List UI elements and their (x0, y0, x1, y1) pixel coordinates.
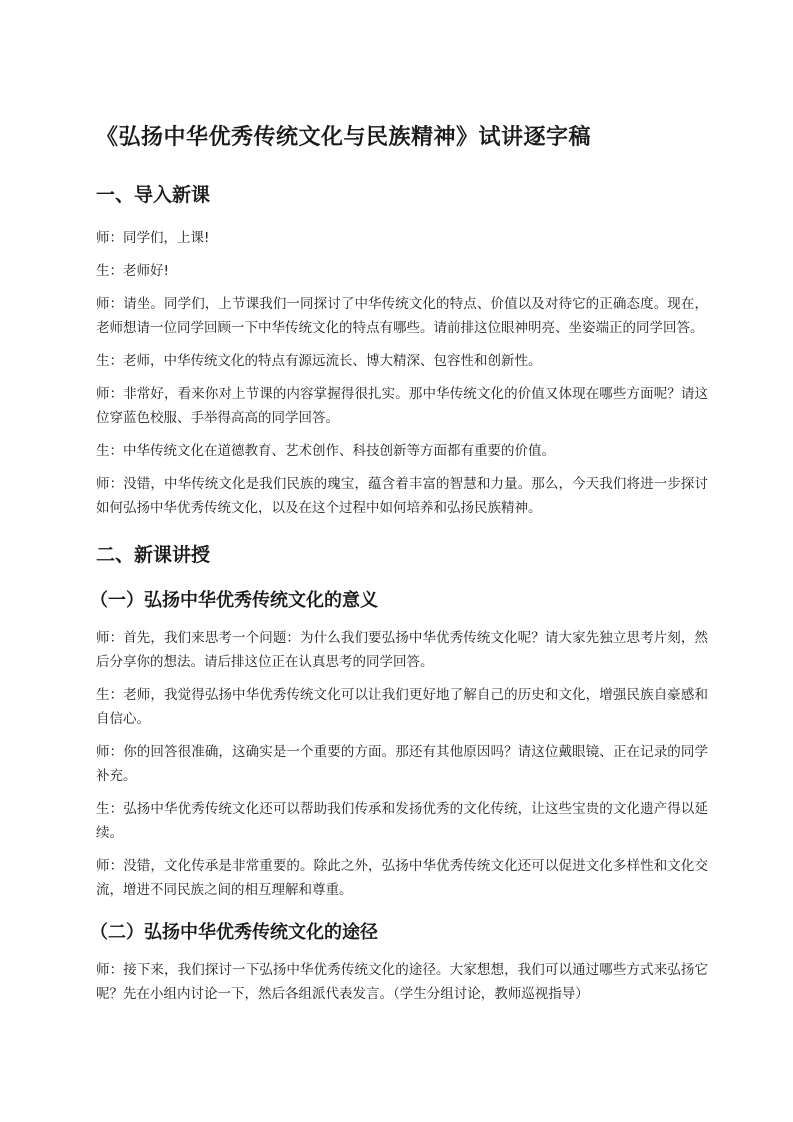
section-heading-intro: 一、导入新课 (96, 184, 211, 206)
document-title: 《弘扬中华优秀传统文化与民族精神》试讲逐字稿 (96, 125, 592, 150)
subsection-approaches-body (96, 958, 708, 1006)
paragraph: 生：老师，我觉得弘扬中华优秀传统文化可以让我们更好地了解自己的历史和文化，增强民族自豪感和自信心。 (96, 687, 708, 727)
paragraph: 生：老师，中华传统文化的特点有源远流长、博大精深、包容性和创新性。 (96, 353, 542, 369)
paragraph: 师：非常好，看来你对上节课的内容掌握得很扎实。那中华传统文化的价值又体现在哪些方面呢？请这位穿蓝色校服、手举得高高的同学回答。 (96, 386, 708, 426)
subsection-significance-body (96, 626, 708, 902)
section-intro-body (96, 226, 708, 520)
paragraph: 师：首先，我们来思考一个问题：为什么我们要弘扬中华优秀传统文化呢？请大家先独立思考片刻，然后分享你的想法。请后排这位正在认真思考的同学回答。 (96, 630, 708, 670)
subsection-heading-approaches: （二）弘扬中华优秀传统文化的途径 (90, 922, 378, 943)
paragraph: 师：同学们，上课! (96, 230, 210, 246)
paragraph: 师：请坐。同学们，上节课我们一同探讨了中华传统文化的特点、价值以及对待它的正确态度。现在，老师想请一位同学回顾一下中华传统文化的特点有哪些。请前排这位眼神明亮、坐姿端正的同学回答。 (96, 296, 708, 336)
paragraph: 师：你的回答很准确，这确实是一个重要的方面。那还有其他原因吗？请这位戴眼镜、正在记录的同学补充。 (96, 744, 708, 784)
paragraph: 师：没错，文化传承是非常重要的。除此之外，弘扬中华优秀传统文化还可以促进文化多样性和文化交流，增进不同民族之间的相互理解和尊重。 (96, 858, 708, 898)
subsection-heading-significance: （一）弘扬中华优秀传统文化的意义 (90, 590, 378, 611)
document-page (90, 118, 708, 1015)
paragraph: 生：老师好! (96, 263, 169, 279)
section-heading-new-lesson: 二、新课讲授 (96, 544, 211, 566)
paragraph: 师：没错，中华传统文化是我们民族的瑰宝，蕴含着丰富的智慧和力量。那么，今天我们将进一步探讨如何弘扬中华优秀传统文化，以及在这个过程中如何培养和弘扬民族精神。 (96, 476, 708, 516)
paragraph: 生：中华传统文化在道德教育、艺术创作、科技创新等方面都有重要的价值。 (96, 443, 555, 459)
paragraph: 生：弘扬中华优秀传统文化还可以帮助我们传承和发扬优秀的文化传统，让这些宝贵的文化遗产得以延续。 (96, 801, 708, 841)
paragraph: 师：接下来，我们探讨一下弘扬中华优秀传统文化的途径。大家想想，我们可以通过哪些方式来弘扬它呢？先在小组内讨论一下，然后各组派代表发言。（学生分组讨论，教师巡视指导） (96, 962, 708, 1002)
